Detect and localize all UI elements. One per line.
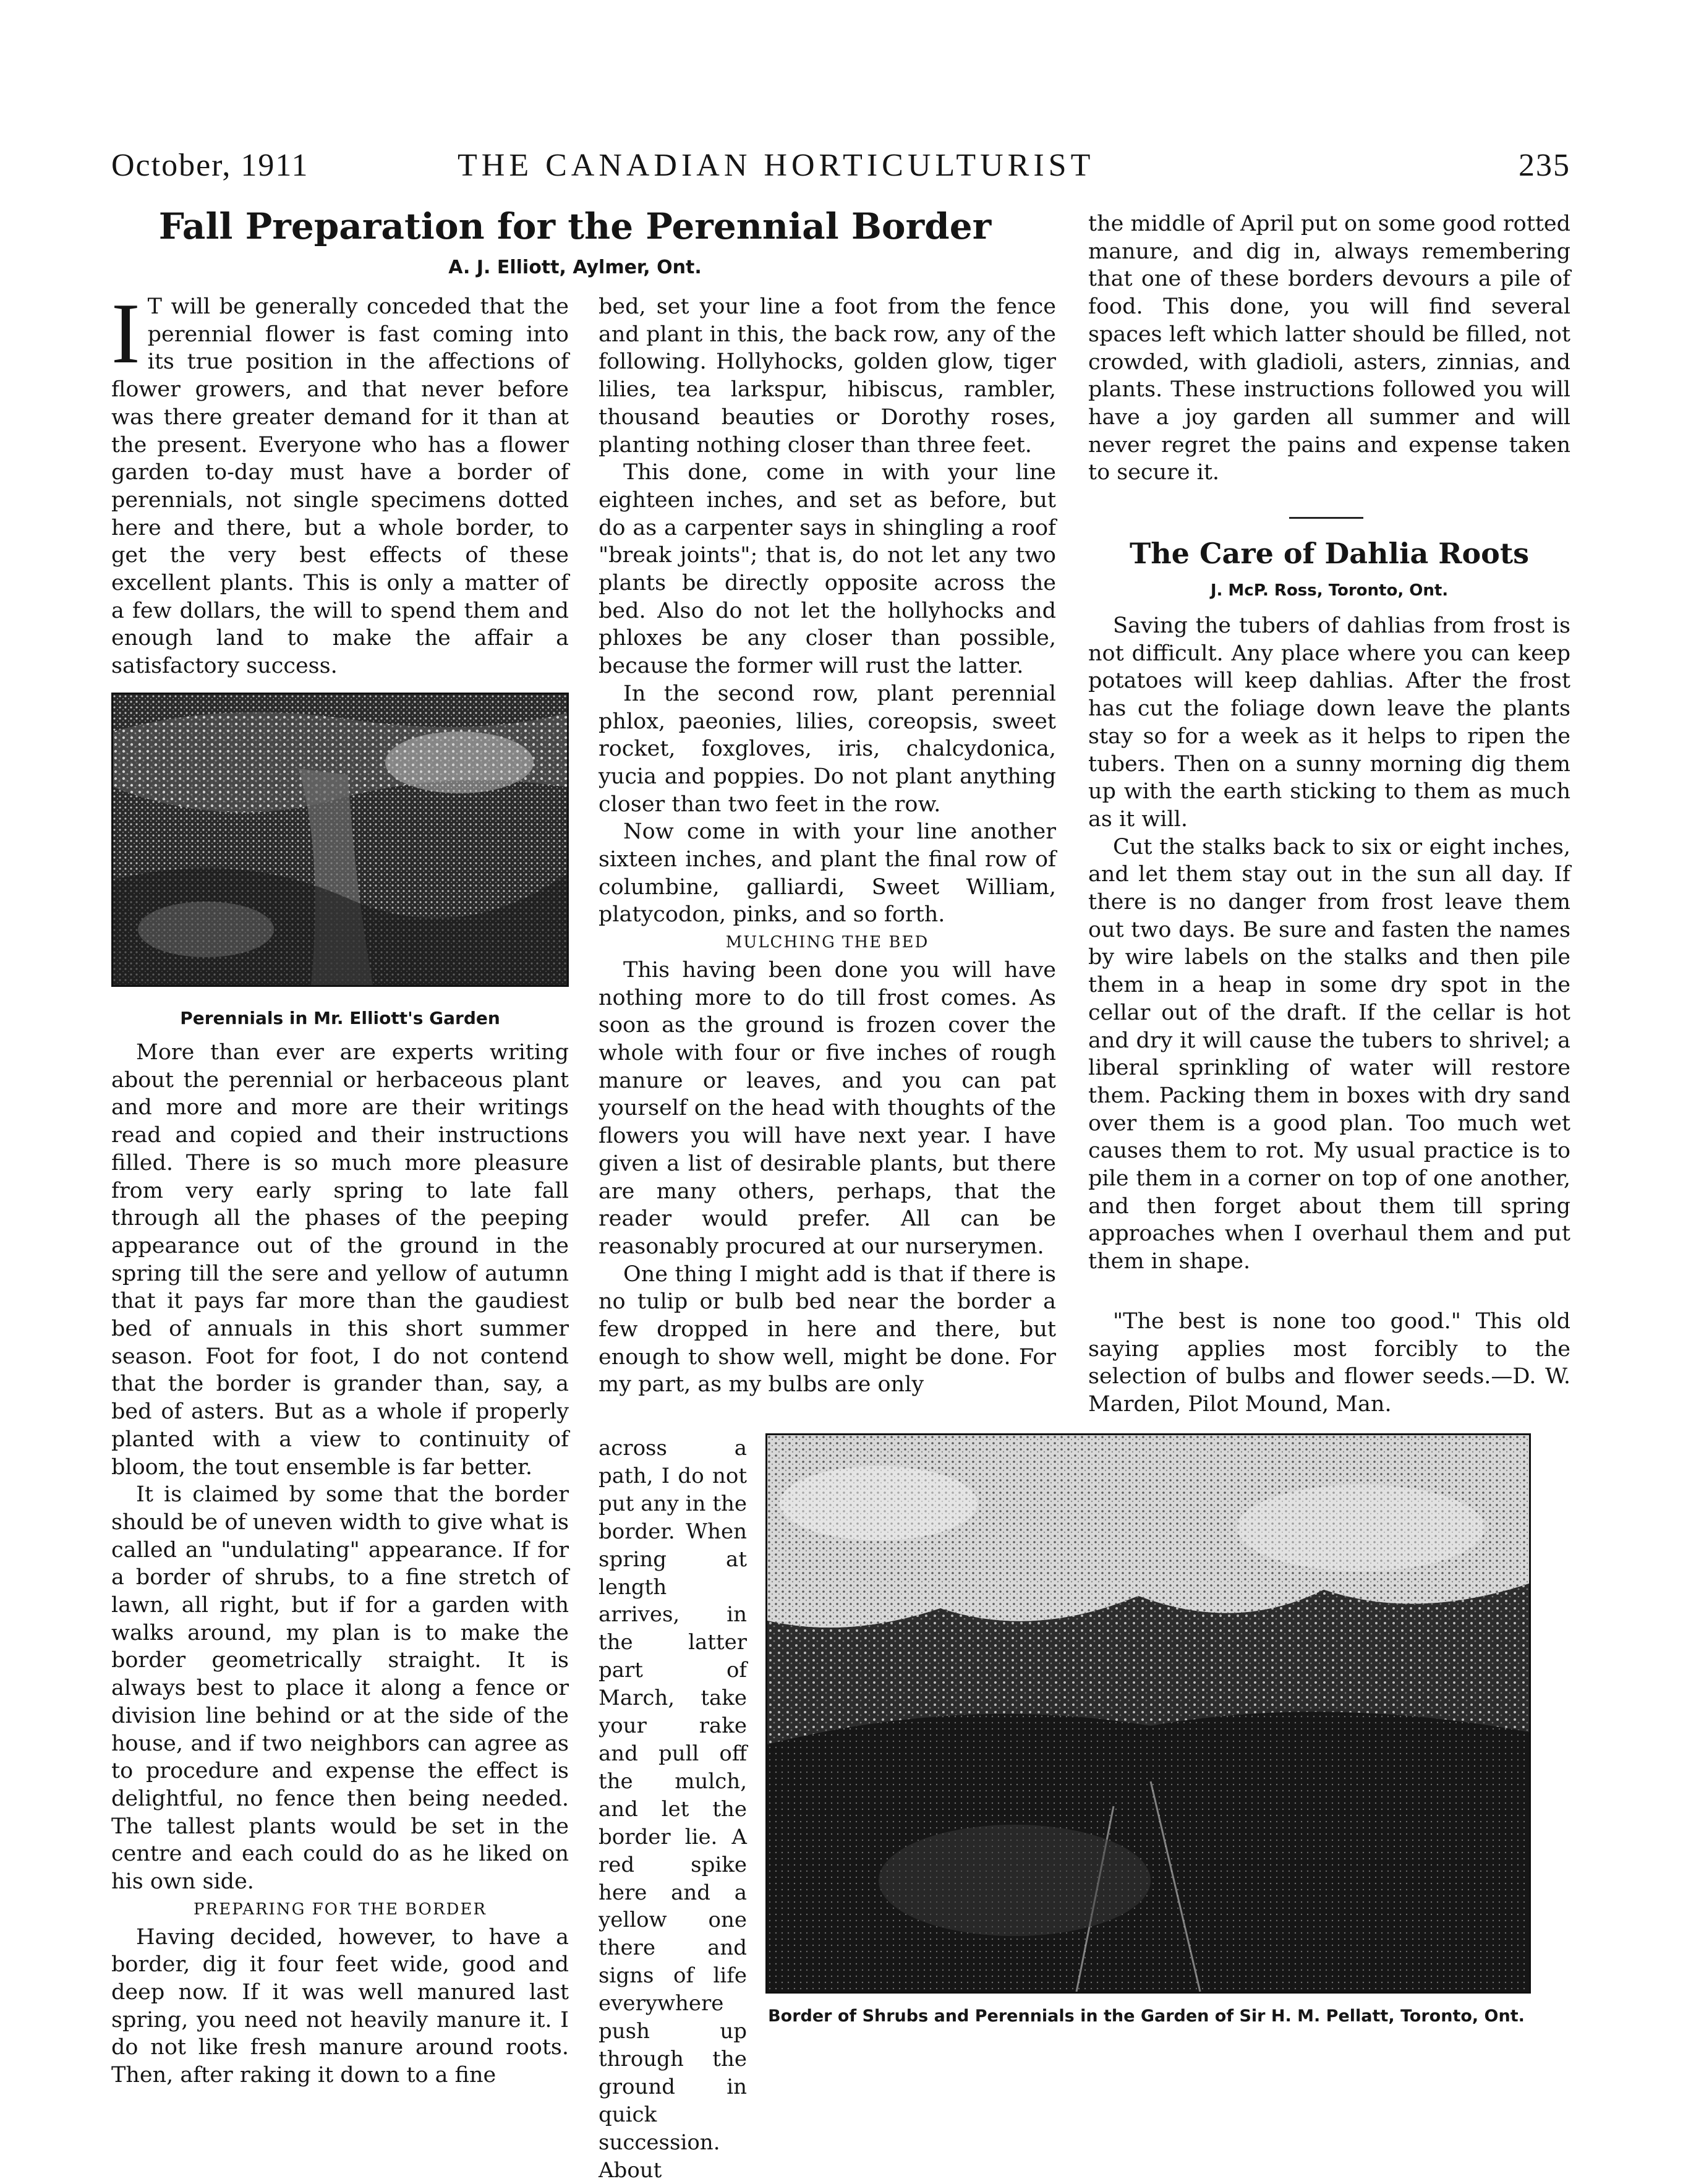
quote-block [1088,1308,1570,1418]
paragraph: across a path, I do not put any in the border. When spring at length arrives, in the latter part of March, take your rake and pull off the mulch, and let the border lie. A red spike here and a yellow one there and signs of life everywhere push up through the ground in quick succession. About [599,1436,747,2183]
paragraph: bed, set your line a foot from the fence and plant in this, the back row, any of the following. Hollyhocks, golden glow, tiger lilies, tea larkspur, hibiscus, rambler, thousand beauties or Dorothy roses, planting nothing closer than three feet. [599,294,1056,458]
dahlia-body [1088,612,1570,1276]
paragraph: More than ever are experts writing about the perennial or herbaceous plant and more and more are their writings read and copied and their instructions filled. There is so much more pleasure from very early spring to late fall through all the phases of the peeping appearance out of the ground in the spring till the sere and yellow of autumn that it pays far more than the gaudiest bed of annuals in this short summer season. Foot for foot, I do not contend that the border is grander than, say, a bed of asters. But as a whole if properly planted with a view to continuity of bloom, the tout ensemble is far better. [111,1040,569,1480]
dahlia-article-title: The Care of Dahlia Roots [1129,537,1530,570]
column-3 [1088,210,1570,487]
photo-perennials [111,693,569,987]
article-byline: A. J. Elliott, Aylmer, Ont. [448,257,702,278]
photo-pellatt-garden [765,1433,1531,1994]
paragraph: It is claimed by some that the border should be of uneven width to give what is called an "undulating" appearance. If for a border of shrubs, to a fine stretch of lawn, all right, but if for a garden with walks around, my plan is to make the border geometrically straight. It is always best to place it along a fence or division line behind or at the side of the house, and if two neighbors can agree as to procedure and expense the effect is delightful, no fence then being needed. The tallest plants would be set in the centre and each could do as he liked on his own side. [111,1482,569,1895]
section-divider [1289,517,1363,519]
drop-cap: I [111,286,140,382]
dahlia-article-byline: J. McP. Ross, Toronto, Ont. [1210,581,1449,600]
quote-text: "The best is none too good." This old saying applies most forcibly to the selection of bulbs and flower seeds.—D. W. Marden, Pilot Mound, Man. [1088,1309,1570,1417]
paragraph: the middle of April put on some good rotted manure, and dig in, always remembering that one of these borders devours a pile of food. This done, you will find several spaces left which latter should be filled, not crowded, with gladioli, asters, zinnias, and plants. These instructions followed you will have a joy garden all summer and will never regret the pains and expense taken to secure it. [1088,211,1570,485]
paragraph: In the second row, plant perennial phlox, paeonies, lilies, coreopsis, sweet rocket, foxgloves, iris, chalcydonica, yucia and poppies. Do not plant anything closer than two feet in the row. [599,681,1056,817]
section-subhead: PREPARING FOR THE BORDER [194,1900,487,1919]
paragraph: Cut the stalks back to six or eight inches, and let them stay out in the sun all day. If there is no danger from frost leave them out two days. Be sure and fasten the names by wire labels on the stalks and then pile them in a heap in some dry spot in the cellar out of the draft. If the cellar is hot and dry it will cause the tubers to shrivel; a liberal sprinkling of water will restore them. Packing them in boxes with dry sand over them is a good plan. Too much wet causes them to rot. My usual practice is to pile them in a corner on top of one another, and then forget about them till spring approaches when I overhaul them and put them in shape. [1088,834,1570,1274]
photo-2-caption: Border of Shrubs and Perennials in the Garden of Sir H. M. Pellatt, Toronto, Ont. [768,2007,1525,2026]
column-1-top [111,286,569,680]
paragraph: This done, come in with your line eighteen inches, and set as before, but do as a carpenter says in shingling a roof "break joints"; that is, do not let any two plants be directly opposite across the bed. Also do not let the hollyhocks and phloxes be any closer than possible, because the former will rust the latter. [599,460,1056,679]
column-1-bottom [111,1039,569,2089]
pellatt-garden-image [767,1435,1529,1992]
article-title: Fall Preparation for the Perennial Border [158,205,992,247]
page-number: 235 [1519,148,1570,183]
column-2-narrow [599,1435,747,2184]
perennials-garden-image [113,694,567,985]
column-2 [599,293,1056,1399]
running-header [111,147,1570,190]
issue-date: October, 1911 [111,148,309,183]
paragraph: Saving the tubers of dahlias from frost is not difficult. Any place where you can keep potatoes will keep dahlias. After the frost has cut the foliage down leave the plants stay so for a week as it helps to ripen the tubers. Then on a sunny morning dig them up with the earth sticking to them as much as it will. [1088,613,1570,832]
photo-1-caption: Perennials in Mr. Elliott's Garden [180,1008,500,1028]
paragraph: Having decided, however, to have a border, dig it four feet wide, good and deep now. If it was well manured last spring, you need not heavily manure it. I do not like fresh manure around roots. Then, after raking it down to a fine [111,1924,569,2088]
paragraph: T will be generally conceded that the perennial flower is fast coming into its true position in the affections of flower growers, and that never before was there greater demand for it than at the present. Everyone who has a flower garden to-day must have a border of perennials, not single specimens dotted here and there, but a whole border, to get the very best effects of these excellent plants. This is only a matter of a few dollars, the will to spend them and enough land to make the affair a satisfactory success. [111,294,569,679]
magazine-title: THE CANADIAN HORTICULTURIST [458,148,1095,183]
paragraph: Now come in with your line another sixteen inches, and plant the final row of columbine, galliardi, Sweet William, platycodon, pinks, and so forth. [599,819,1056,928]
section-subhead: MULCHING THE BED [725,933,929,952]
paragraph: This having been done you will have nothing more to do till frost comes. As soon as the ground is frozen cover the whole with four or five inches of rough manure or leaves, and you can pat yourself on the head with thoughts of the flowers you will have next year. I have given a list of desirable plants, but there are many others, perhaps, that the reader would prefer. All can be reasonably procured at our nurserymen. [599,957,1056,1259]
paragraph: One thing I might add is that if there is no tulip or bulb bed near the border a few dropped in here and there, but enough to show well, might be done. For my part, as my bulbs are only [599,1261,1056,1397]
